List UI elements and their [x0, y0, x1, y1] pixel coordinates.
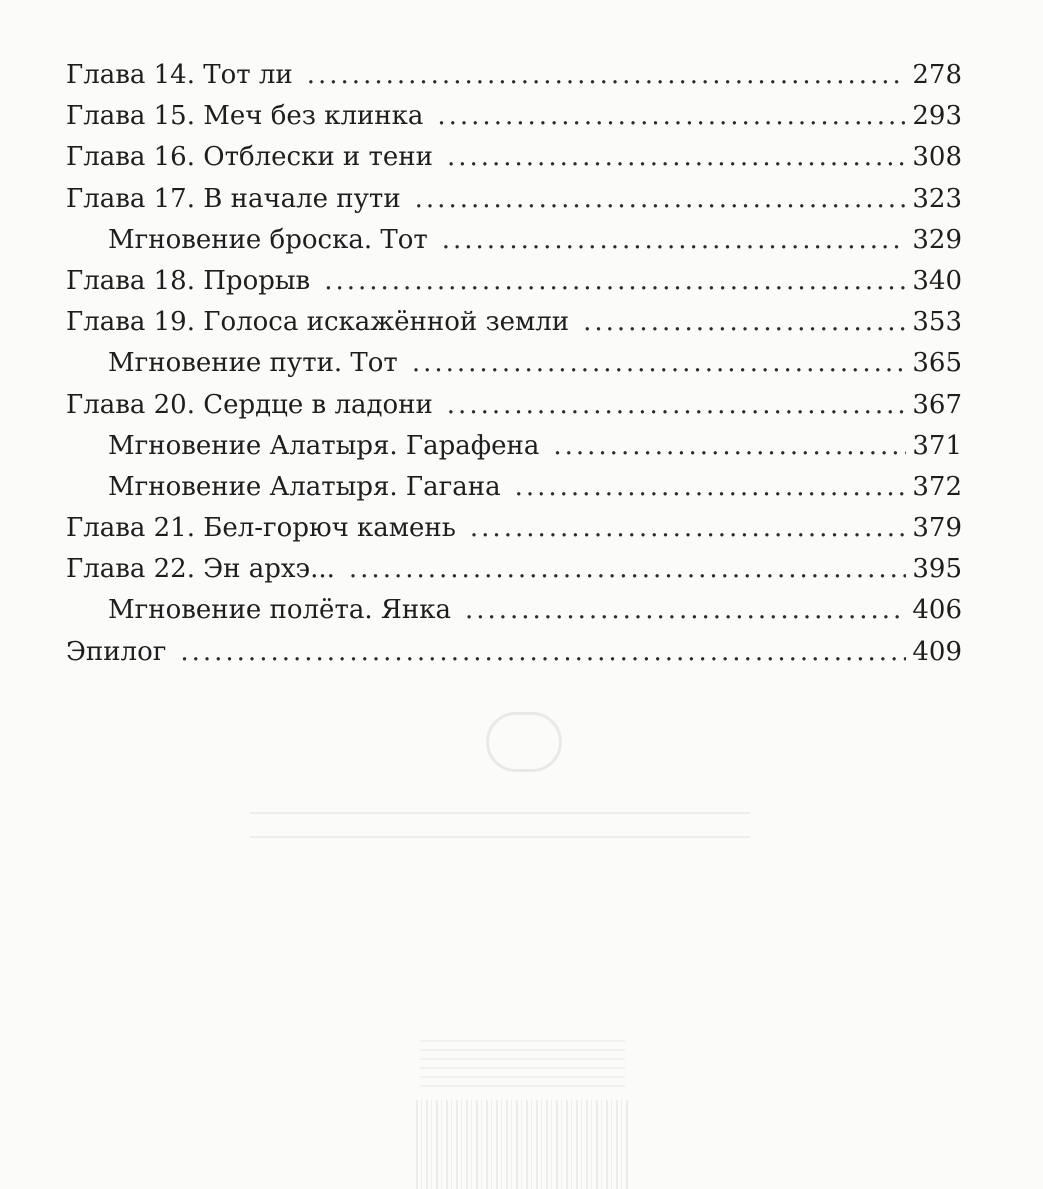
toc-entry-title: Глава 22. Эн архэ... — [66, 554, 335, 585]
toc-entry[interactable] — [66, 96, 962, 137]
toc-leader-dots — [324, 261, 906, 302]
toc-entry[interactable] — [66, 179, 962, 220]
toc-entry[interactable] — [66, 508, 962, 549]
toc-entry-title: Глава 18. Прорыв — [66, 265, 311, 296]
toc-entry-title: Мгновение пути. Тот — [108, 348, 398, 379]
toc-entry[interactable] — [66, 632, 962, 673]
toc-leader-dots — [412, 343, 907, 384]
toc-entry-page: 365 — [912, 348, 962, 379]
toc-entry-page: 278 — [912, 60, 962, 90]
toc-entry-title: Глава 21. Бел-горюч камень — [66, 513, 456, 544]
toc-leader-dots — [470, 508, 906, 549]
toc-leader-dots — [349, 549, 906, 590]
toc-entry[interactable] — [66, 343, 962, 384]
toc-leader-dots — [307, 55, 907, 96]
toc-entry[interactable] — [66, 426, 962, 467]
toc-entry-page: 323 — [912, 183, 962, 214]
toc-entry-title: Глава 14. Тот ли — [66, 60, 293, 90]
toc-entry-page: 353 — [912, 307, 962, 338]
toc-entry-title: Глава 20. Сердце в ладони — [66, 389, 433, 420]
toc-entry-page: 329 — [912, 224, 962, 255]
toc-entry[interactable] — [66, 261, 962, 302]
toc-entry-page: 308 — [912, 142, 962, 173]
toc-entry-title: Глава 17. В начале пути — [66, 183, 401, 214]
show-through-barcode — [416, 1100, 628, 1189]
show-through-badge — [486, 712, 562, 772]
show-through-line — [250, 836, 750, 838]
toc-entry[interactable] — [66, 137, 962, 178]
toc-entry-page: 409 — [912, 636, 962, 667]
toc-entry-title: Глава 15. Меч без клинка — [66, 101, 424, 132]
toc-entry-title: Глава 19. Голоса искажённой земли — [66, 307, 570, 338]
toc-leader-dots — [447, 385, 907, 426]
toc-entry-title: Мгновение Алатыря. Гарафена — [108, 430, 540, 461]
show-through-block — [420, 1040, 625, 1090]
toc-entry-title: Мгновение броска. Тот — [108, 224, 428, 255]
toc-entry[interactable] — [66, 590, 962, 631]
toc-entry[interactable] — [66, 467, 962, 508]
toc-entry[interactable] — [66, 549, 962, 590]
toc-entry-page: 293 — [912, 101, 962, 132]
toc-entry-title: Глава 16. Отблески и тени — [66, 142, 433, 173]
toc-entry[interactable] — [66, 302, 962, 343]
toc-leader-dots — [553, 426, 906, 467]
toc-entry-page: 340 — [912, 265, 962, 296]
toc-entry-page: 395 — [912, 554, 962, 585]
toc-entry-page: 406 — [912, 595, 962, 626]
toc-entry-page: 372 — [912, 471, 962, 502]
toc-entry[interactable] — [66, 55, 962, 96]
toc-entry-page: 371 — [912, 430, 962, 461]
toc-leader-dots — [415, 179, 907, 220]
show-through-line — [250, 812, 750, 814]
toc-leader-dots — [465, 590, 906, 631]
toc-leader-dots — [515, 467, 907, 508]
toc-entry-title: Мгновение полёта. Янка — [108, 595, 451, 626]
toc-leader-dots — [437, 96, 906, 137]
toc-entry-title: Эпилог — [66, 636, 167, 667]
toc-entry-page: 367 — [912, 389, 962, 420]
toc-entry[interactable] — [66, 220, 962, 261]
toc-leader-dots — [442, 220, 907, 261]
toc-leader-dots — [180, 632, 906, 673]
toc-leader-dots — [447, 137, 906, 178]
toc-entry[interactable] — [66, 385, 962, 426]
toc-entry-title: Мгновение Алатыря. Гагана — [108, 471, 501, 502]
table-of-contents — [66, 55, 962, 673]
toc-entry-page: 379 — [912, 513, 962, 544]
toc-leader-dots — [583, 302, 906, 343]
